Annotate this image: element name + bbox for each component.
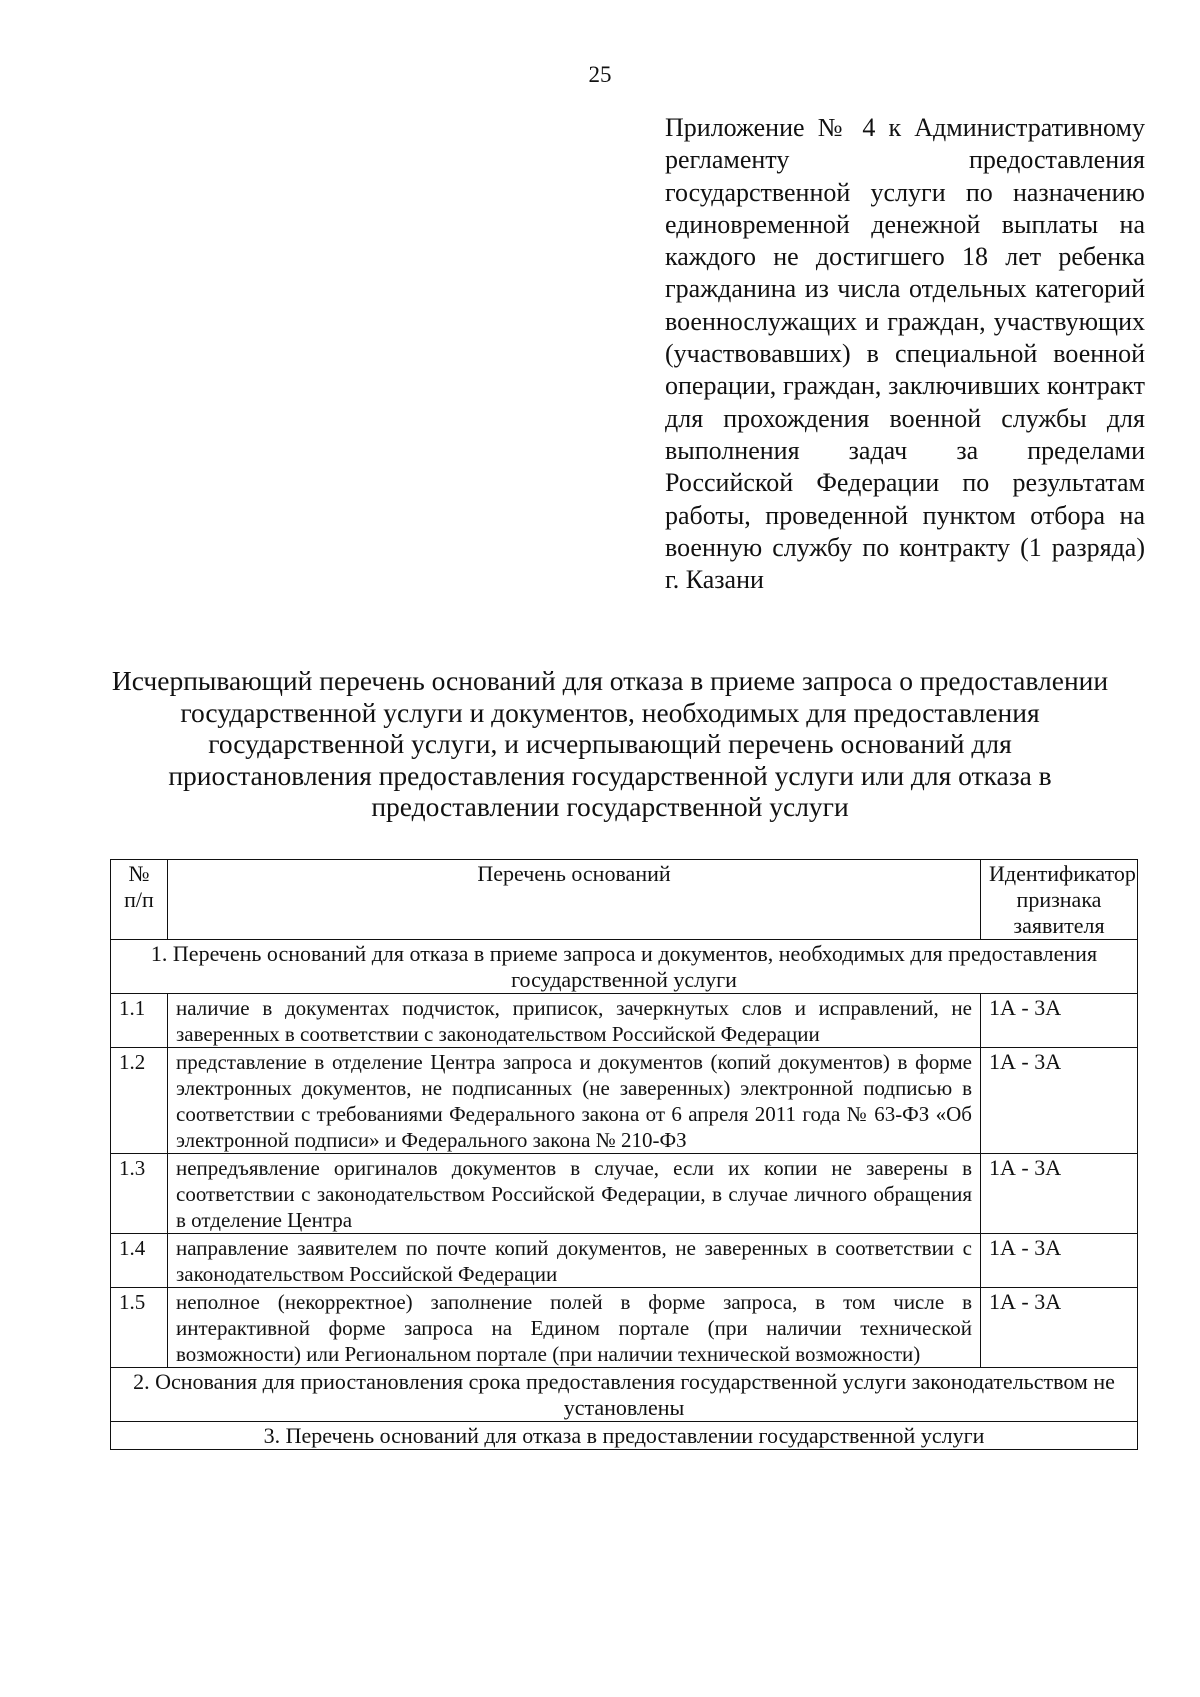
table-row bbox=[111, 994, 1138, 1048]
row-identifier: 1А - 3А bbox=[981, 1288, 1138, 1368]
table-row bbox=[111, 1154, 1138, 1234]
page-number: 25 bbox=[588, 62, 612, 87]
row-ground-text: неполное (некорректное) заполнение полей в форме запроса, в том числе в интерактивной форме запроса на Едином портале (при наличии технической возможности) или Региональном портале (при наличии технической возможности) bbox=[168, 1288, 981, 1368]
table-row bbox=[111, 1048, 1138, 1154]
row-ground-text: представление в отделение Центра запроса и документов (копий документов) в форме электронных документов, не подписанных (не заверенных) электронной подписью в соответствии с требованиями Федерального закона от 6 апреля 2011 года № 63-ФЗ «Об электронной подписи» и Федерального закона № 210-ФЗ bbox=[168, 1048, 981, 1154]
header-grounds-list: Перечень оснований bbox=[168, 860, 981, 940]
appendix-note: Приложение № 4 к Административному регламенту предоставления государственной услуги по назначению единовременной денежной выплаты на каждого не достигшего 18 лет ребенка гражданина из числа отдельных категорий военнослужащих и граждан, участвующих (участвовавших) в специальной военной операции, граждан, заключивших контракт для прохождения военной службы для выполнения задач за пределами Российской Федерации по результатам работы, проведенной пунктом отбора на военную службу по контракту (1 разряда) г. Казани bbox=[665, 113, 1145, 595]
row-number: 1.5 bbox=[111, 1288, 168, 1368]
section-3-heading: 3. Перечень оснований для отказа в предоставлении государственной услуги bbox=[111, 1422, 1138, 1450]
table-header-row bbox=[111, 860, 1138, 940]
document-title: Исчерпывающий перечень оснований для отказа в приеме запроса о предоставлении государственной услуги и документов, необходимых для предоставления государственной услуги, и исчерпывающий перечень оснований для приостановления предоставления государственной услуги или для отказа в предоставлении государственной услуги bbox=[111, 665, 1109, 822]
section-2-heading: 2. Основания для приостановления срока предоставления государственной услуги законодательством не установлены bbox=[111, 1368, 1138, 1422]
row-number: 1.2 bbox=[111, 1048, 168, 1154]
row-ground-text: наличие в документах подчисток, приписок, зачеркнутых слов и исправлений, не заверенных в соответствии с законодательством Российской Федерации bbox=[168, 994, 981, 1048]
row-identifier: 1А - 3А bbox=[981, 1048, 1138, 1154]
row-identifier: 1А - 3А bbox=[981, 994, 1138, 1048]
row-ground-text: непредъявление оригиналов документов в случае, если их копии не заверены в соответствии с законодательством Российской Федерации, в случае личного обращения в отделение Центра bbox=[168, 1154, 981, 1234]
row-identifier: 1А - 3А bbox=[981, 1234, 1138, 1288]
section-row bbox=[111, 1368, 1138, 1422]
header-number: № п/п bbox=[111, 860, 168, 940]
row-number: 1.1 bbox=[111, 994, 168, 1048]
row-identifier: 1А - 3А bbox=[981, 1154, 1138, 1234]
section-1-heading: 1. Перечень оснований для отказа в приеме запроса и документов, необходимых для предоставления государственной услуги bbox=[111, 940, 1138, 994]
header-applicant-identifier: Идентификатор признака заявителя bbox=[981, 860, 1138, 940]
row-number: 1.3 bbox=[111, 1154, 168, 1234]
row-ground-text: направление заявителем по почте копий документов, не заверенных в соответствии с законодательством Российской Федерации bbox=[168, 1234, 981, 1288]
table-row bbox=[111, 1288, 1138, 1368]
grounds-table bbox=[110, 859, 1138, 1450]
section-row bbox=[111, 940, 1138, 994]
row-number: 1.4 bbox=[111, 1234, 168, 1288]
section-row bbox=[111, 1422, 1138, 1450]
table-row bbox=[111, 1234, 1138, 1288]
